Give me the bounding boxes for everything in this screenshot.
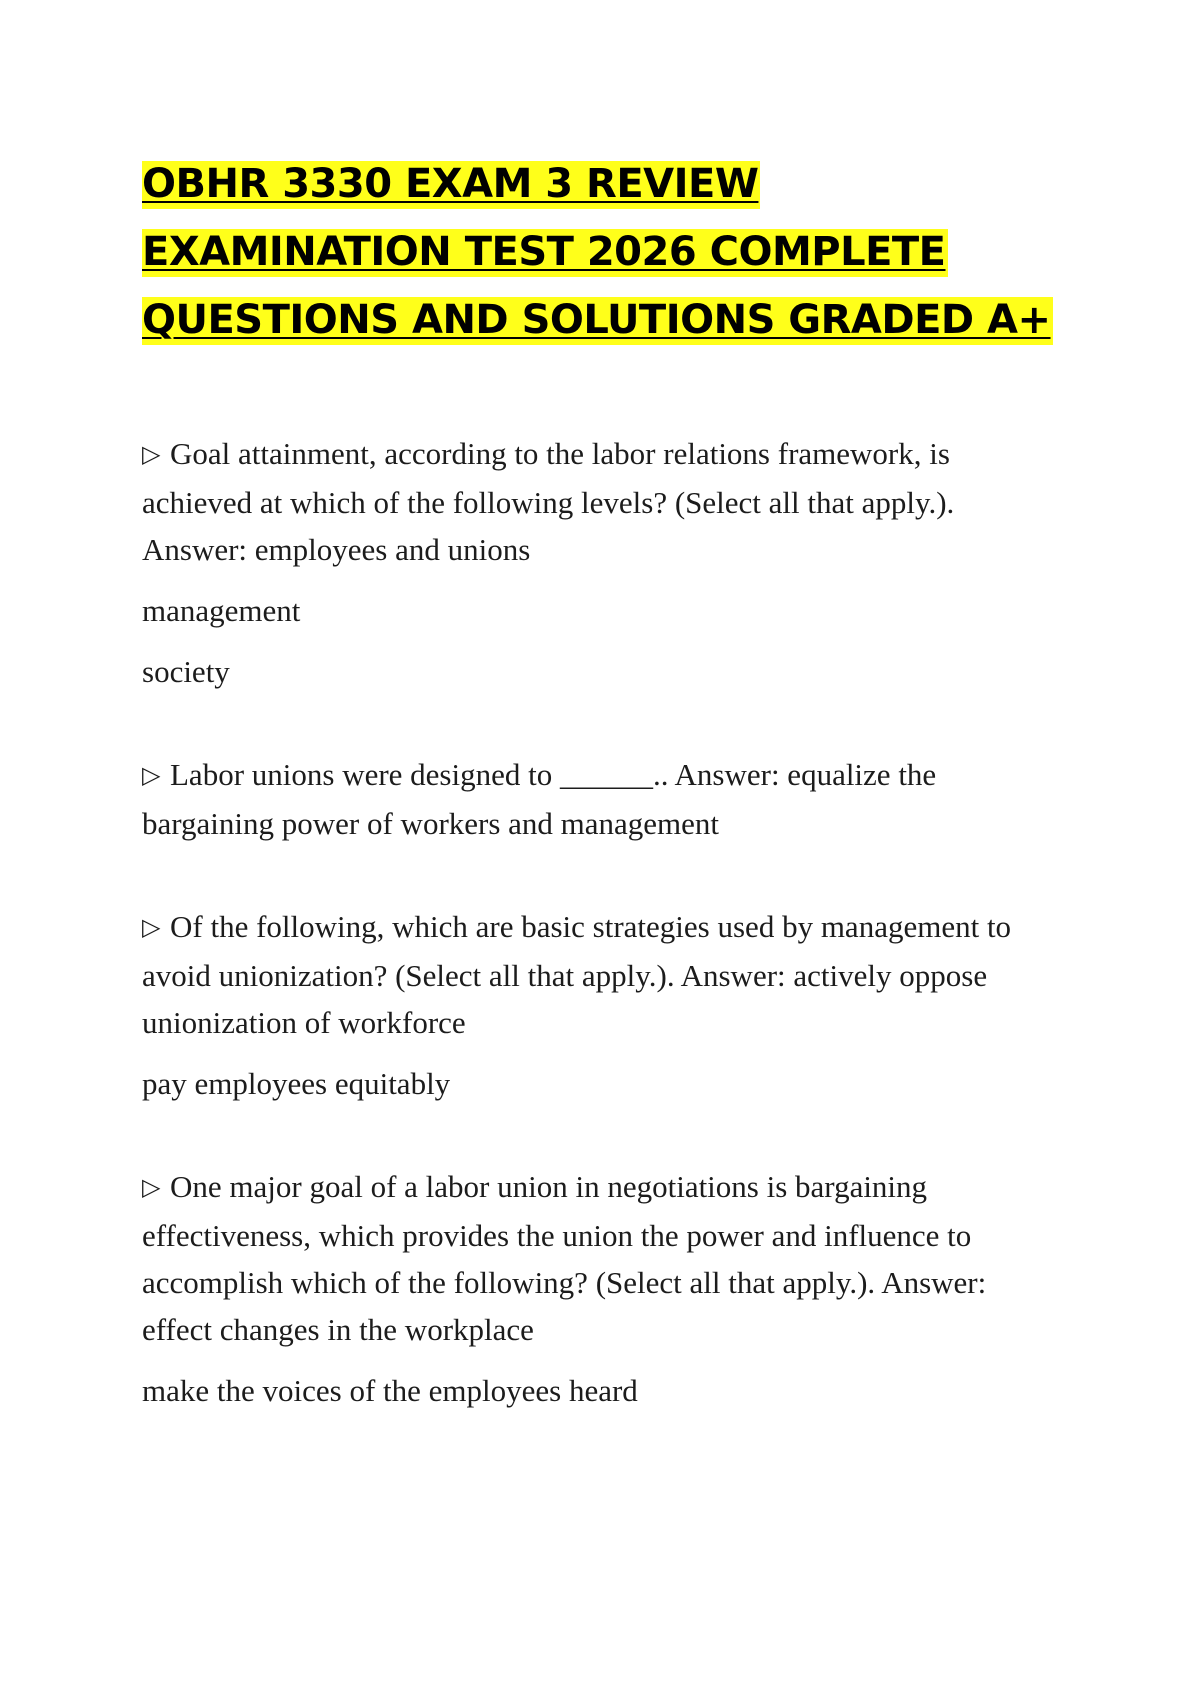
question-body: Goal attainment, according to the labor relations framework, is achieved at which of the following levels? (Select all that apply.). Answer: employees and unions (142, 436, 955, 567)
question-body: Of the following, which are basic strategies used by management to avoid unionization? (Select all that apply.). Answer: actively oppose unionization of workforce (142, 909, 1012, 1040)
document-title (142, 150, 1060, 354)
question-text (142, 430, 1060, 573)
triangle-arrow-icon: ▷ (142, 915, 161, 941)
title-line-1: OBHR 3330 EXAM 3 REVIEW (142, 161, 759, 207)
question-text (142, 1163, 1060, 1353)
title-line-3: QUESTIONS AND SOLUTIONS GRADED A+ (142, 297, 1051, 343)
question-text (142, 751, 1060, 847)
triangle-arrow-icon: ▷ (142, 763, 161, 789)
triangle-arrow-icon: ▷ (142, 1175, 161, 1201)
question-body: One major goal of a labor union in negotiations is bargaining effectiveness, which provides the union the power and influence to accomplish which of the following? (Select all that apply.). Answer: effect changes in the workplace (142, 1169, 987, 1347)
extra-answer: pay employees equitably (142, 1066, 451, 1101)
extra-answer: management (142, 593, 301, 628)
question-body: Labor unions were designed to ______.. Answer: equalize the bargaining power of workers and management (142, 757, 937, 841)
triangle-arrow-icon: ▷ (142, 442, 161, 468)
question-item-4 (142, 1163, 1060, 1414)
question-list (142, 430, 1060, 1414)
question-item-2 (142, 751, 1060, 847)
question-item-3 (142, 903, 1060, 1107)
title-line-2: EXAMINATION TEST 2026 COMPLETE (142, 229, 946, 275)
extra-answer: society (142, 654, 230, 689)
extra-answer: make the voices of the employees heard (142, 1373, 638, 1408)
question-item-1 (142, 430, 1060, 695)
question-text (142, 903, 1060, 1046)
